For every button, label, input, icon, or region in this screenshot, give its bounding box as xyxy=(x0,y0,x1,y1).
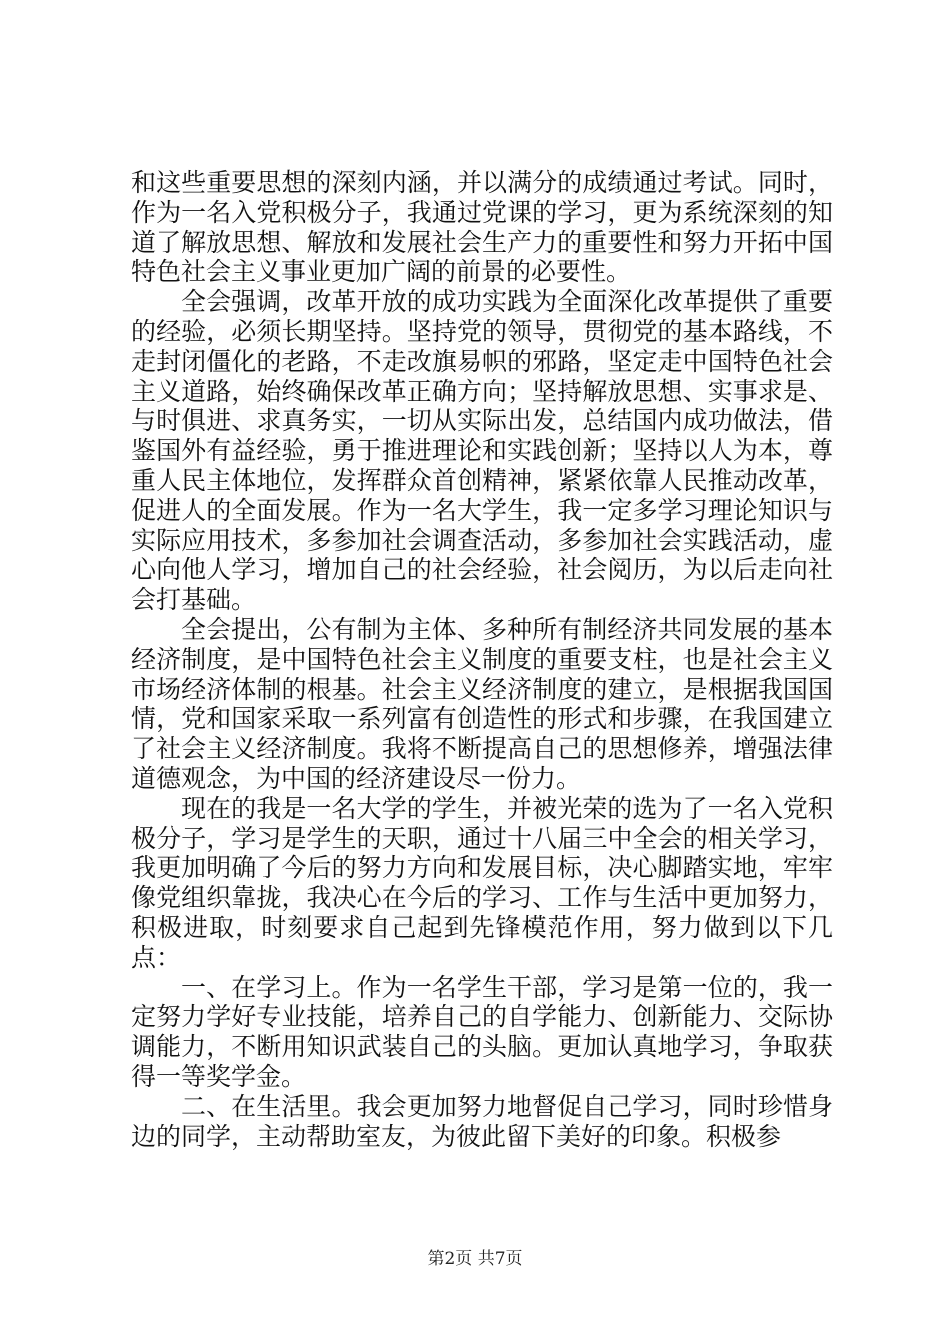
paragraph-study: 一、在学习上。作为一名学生干部，学习是第一位的，我一定努力学好专业技能，培养自己的自学能力、创新能力、交际协调能力，不断用知识武装自己的头脑。更加认真地学习，争取获得一等奖学金。 xyxy=(131,972,833,1091)
paragraph-personal-goals: 现在的我是一名大学的学生，并被光荣的选为了一名入党积极分子，学习是学生的天职，通过十八届三中全会的相关学习，我更加明确了今后的努力方向和发展目标，决心脚踏实地，牢牢像党组织靠拢，我决心在今后的学习、工作与生活中更加努力，积极进取，时刻要求自己起到先锋模范作用，努力做到以下几点： xyxy=(131,793,833,972)
page-number-footer: 第2页 共7页 xyxy=(427,1249,523,1269)
paragraph-continuation: 和这些重要思想的深刻内涵，并以满分的成绩通过考试。同时，作为一名入党积极分子，我通过党课的学习，更为系统深刻的知道了解放思想、解放和发展社会生产力的重要性和努力开拓中国特色社会主义事业更加广阔的前景的必要性。 xyxy=(131,168,833,287)
paragraph-economic-system: 全会提出，公有制为主体、多种所有制经济共同发展的基本经济制度，是中国特色社会主义制度的重要支柱，也是社会主义市场经济体制的根基。社会主义经济制度的建立，是根据我国国情，党和国家采取一系列富有创造性的形式和步骤，在我国建立了社会主义经济制度。我将不断提高自己的思想修养，增强法律道德观念，为中国的经济建设尽一份力。 xyxy=(131,614,833,793)
paragraph-reform-experience: 全会强调，改革开放的成功实践为全面深化改革提供了重要的经验，必须长期坚持。坚持党的领导，贯彻党的基本路线，不走封闭僵化的老路，不走改旗易帜的邪路，坚定走中国特色社会主义道路，始终确保改革正确方向；坚持解放思想、实事求是、与时俱进、求真务实，一切从实际出发，总结国内成功做法，借鉴国外有益经验，勇于推进理论和实践创新；坚持以人为本，尊重人民主体地位，发挥群众首创精神，紧紧依靠人民推动改革，促进人的全面发展。作为一名大学生，我一定多学习理论知识与实际应用技术，多参加社会调查活动，多参加社会实践活动，虚心向他人学习，增加自己的社会经验，社会阅历，为以后走向社会打基础。 xyxy=(131,287,833,615)
paragraph-life: 二、在生活里。我会更加努力地督促自己学习，同时珍惜身边的同学，主动帮助室友，为彼此留下美好的印象。积极参 xyxy=(131,1091,833,1151)
body-text xyxy=(131,168,833,1151)
